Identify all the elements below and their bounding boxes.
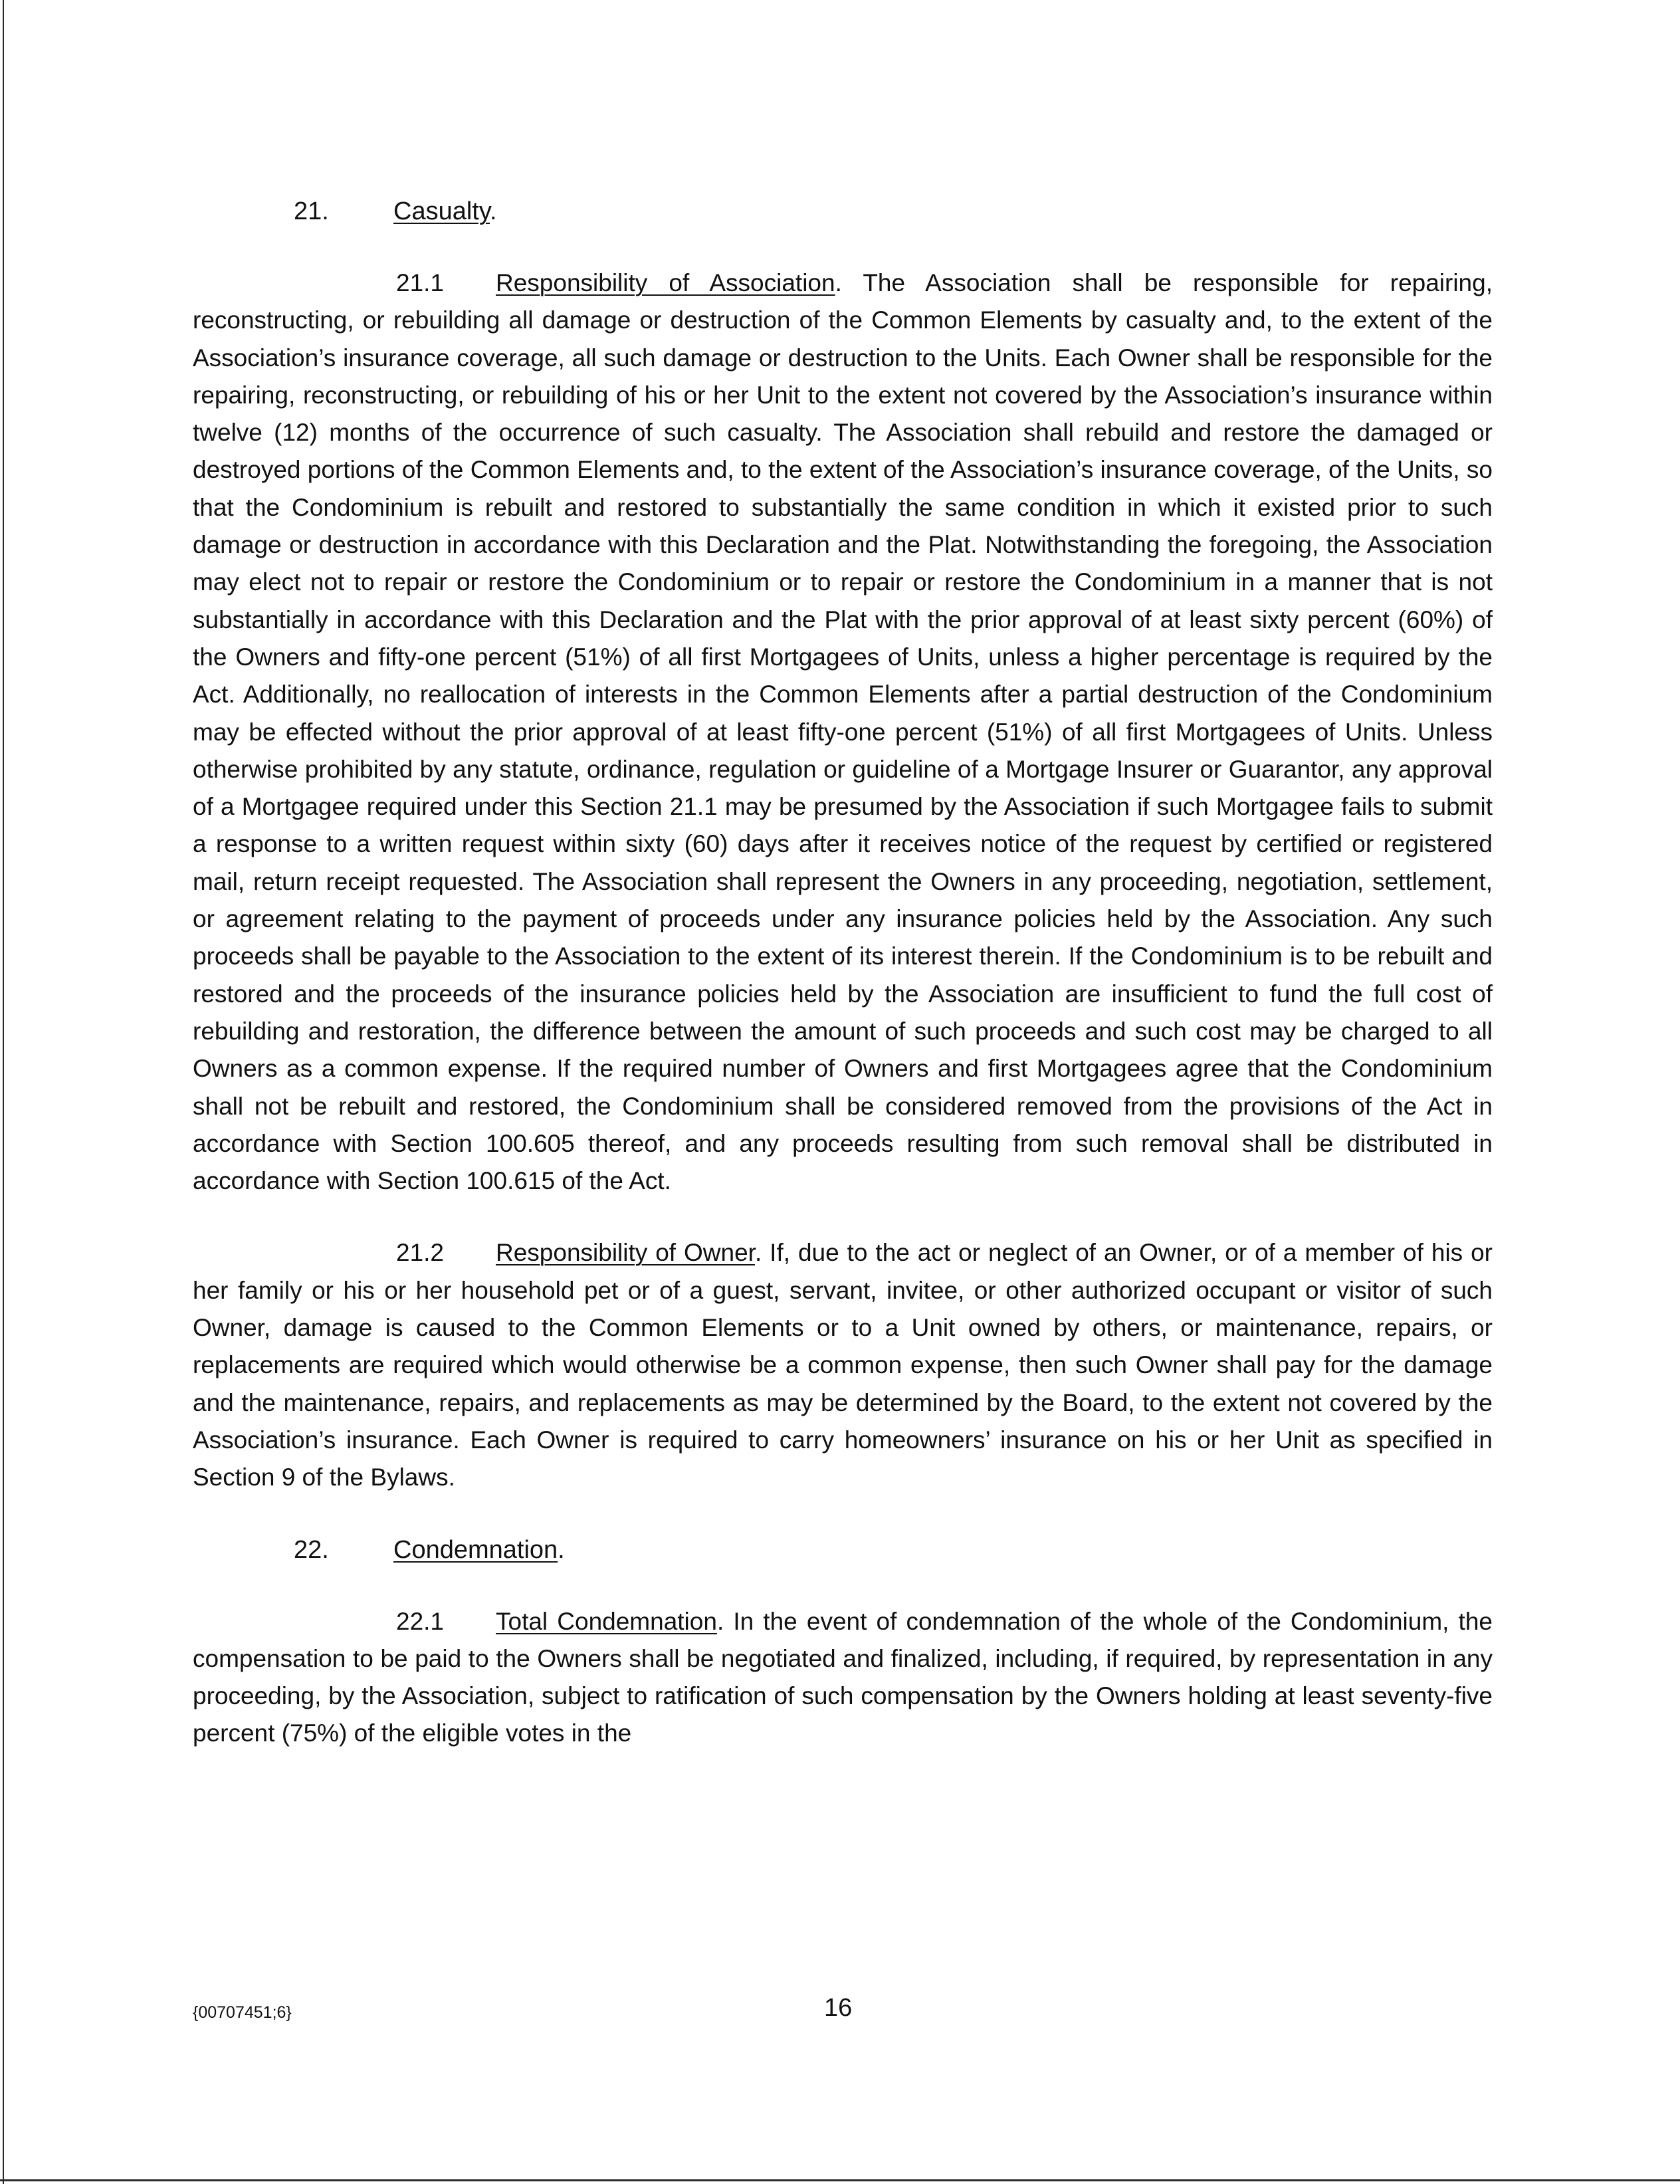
scan-bottom-border: [0, 2179, 1680, 2181]
subsection-body: . In the event of condemnation of the whole of the Condominium, the compensation to be paid to the Owners shall be negotiated and finalized, including, if required, by representation in any proceeding, by the Association, subject to ratification of such compensation by the Owners holding at least seventy-five percent (75%) of the eligible votes in the: [193, 1607, 1493, 1747]
page-number: 16: [824, 1994, 853, 2022]
document-body: [193, 193, 1493, 1753]
spacer: [193, 1497, 1493, 1531]
spacer: [193, 1569, 1493, 1603]
subsection-number: 21.1: [396, 269, 445, 296]
section-title-punct: .: [490, 197, 497, 225]
section-number: 21.: [294, 197, 329, 225]
spacer: [193, 1200, 1493, 1234]
subsection-title: Responsibility of Owner: [496, 1239, 755, 1267]
subsection-body: . If, due to the act or neglect of an Owner, or of a member of his or her family or his or her household pet or of a guest, servant, invitee, or other authorized occupant or visitor of such Owner, damage is caused to the Common Elements or to a Unit owned by others, or maintenance, repairs, or replacements are required which would otherwise be a common expense, then such Owner shall pay for the damage and the maintenance, repairs, and replacements as may be determined by the Board, to the extent not covered by the Association’s insurance. Each Owner is required to carry homeowners’ insurance on his or her Unit as specified in Section 9 of the Bylaws.: [193, 1239, 1493, 1491]
subsection-body: . The Association shall be responsible for repairing, reconstructing, or rebuilding all damage or destruction of the Common Elements by casualty and, to the extent of the Association’s insurance coverage, all such damage or destruction to the Units. Each Owner shall be responsible for the repairing, reconstructing, or rebuilding of his or her Unit to the extent not covered by the Association’s insurance within twelve (12) months of the occurrence of such casualty. The Association shall rebuild and restore the damaged or destroyed portions of the Common Elements and, to the extent of the Association’s insurance coverage, of the Units, so that the Condominium is rebuilt and restored to substantially the same condition in which it existed prior to such damage or destruction in accordance with this Declaration and the Plat. Notwithstanding the foregoing, the Association may elect not to repair or restore the Condominium or to repair or restore the Condominium in a manner that is not substantially in accordance with this Declaration and the Plat with the prior approval of at least sixty percent (60%) of the Owners and fifty-one percent (51%) of all first Mortgagees of Units, unless a higher percentage is required by the Act. Additionally, no reallocation of interests in the Common Elements after a partial destruction of the Condominium may be effected without the prior approval of at least fifty-one percent (51%) of all first Mortgagees of Units. Unless otherwise prohibited by any statute, ordinance, regulation or guideline of a Mortgage Insurer or Guarantor, any approval of a Mortgagee required under this Section 21.1 may be presumed by the Association if such Mortgagee fails to submit a response to a written request within sixty (60) days after it receives notice of the request by certified or registered mail, return receipt requested. The Association shall represent the Owners in any proceeding, negotiation, settlement, or agreement relating to the payment of proceeds under any insurance policies held by the Association. Any such proceeds shall be payable to the Association to the extent of its interest therein. If the Condominium is to be rebuilt and restored and the proceeds of the insurance policies held by the Association are insufficient to fund the full cost of rebuilding and restoration, the difference between the amount of such proceeds and such cost may be charged to all Owners as a common expense. If the required number of Owners and first Mortgagees agree that the Condominium shall not be rebuilt and restored, the Condominium shall be considered removed from the provisions of the Act in accordance with Section 100.605 thereof, and any proceeds resulting from such removal shall be distributed in accordance with Section 100.615 of the Act.: [193, 269, 1493, 1195]
page-footer: [193, 1994, 1493, 2034]
subsection-title: Total Condemnation: [496, 1607, 717, 1635]
subsection-title: Responsibility of Association: [496, 269, 835, 296]
section-title-punct: .: [558, 1535, 565, 1564]
spacer: [193, 230, 1493, 265]
section-title: Casualty: [393, 197, 490, 225]
section-22-1-paragraph: [193, 1603, 1493, 1753]
subsection-number: 22.1: [396, 1607, 445, 1635]
scan-left-border: [3, 0, 4, 2184]
subsection-number: 21.2: [396, 1239, 445, 1267]
section-title: Condemnation: [393, 1535, 558, 1564]
section-22-heading: [193, 1531, 1493, 1569]
section-21-1-paragraph: [193, 265, 1493, 1200]
section-number: 22.: [294, 1535, 329, 1564]
document-id: {00707451;6}: [193, 2003, 292, 2022]
section-21-2-paragraph: [193, 1234, 1493, 1496]
section-21-heading: [193, 193, 1493, 230]
